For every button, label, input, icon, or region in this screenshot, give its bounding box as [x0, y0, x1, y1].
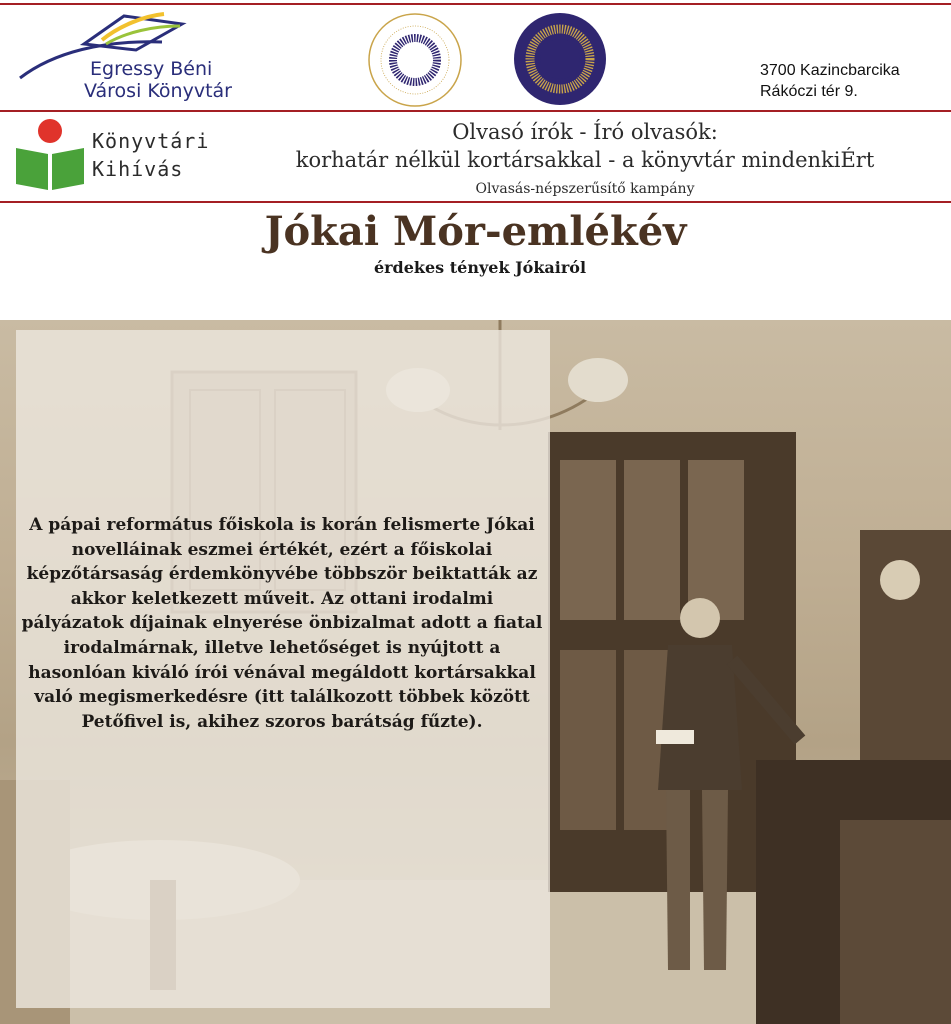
library-name-line2: Városi Könyvtár [84, 80, 232, 102]
book-icon [14, 118, 86, 192]
page-subtitle: érdekes tények Jókairól [373, 258, 587, 277]
program-name [92, 127, 209, 183]
header-bottom-rule [0, 201, 951, 203]
quality-seal-icon [367, 12, 463, 108]
header-middle-rule [0, 110, 951, 112]
address-line1: 3700 Kazincbarcika [760, 62, 900, 79]
library-name-line1: Egressy Béni [90, 58, 213, 80]
campaign-block [255, 118, 915, 199]
library-name [84, 58, 232, 102]
campaign-title-line2: korhatár nélkül kortársakkal - a könyvtár mindenkiÉrt [295, 148, 875, 172]
program-name-line1: Könyvtári [92, 129, 210, 153]
header-top-rule [0, 3, 951, 5]
campaign-subtitle: Olvasás-népszerűsítő kampány [475, 181, 695, 197]
program-name-line2: Kihívás [92, 157, 184, 181]
address [760, 60, 900, 102]
page-title: Jókai Mór-emlékév [264, 208, 687, 255]
address-line2: Rákóczi tér 9. [760, 83, 858, 100]
campaign-title-line1: Olvasó írók - Író olvasók: [452, 120, 718, 144]
quality-award-seal-icon [513, 12, 607, 106]
body-paragraph: A pápai református főiskola is korán felismerte Jókai novelláinak eszmei értékét, ezért a főiskolai képzőtársaság érdemkönyvébe többször beiktatták az akkor keletkezett műveit. Az ottani irodalmi pályázatok díjainak elnyerése önbizalmat adott a fiatal irodalmárnak, illetve lehetőséget is nyújtott a hasonlóan kiváló írói vénával megáldott kortársakkal való megismerkedésre (itt találkozott többek között Petőfivel is, akihez szoros barátság fűzte). [21, 515, 543, 732]
